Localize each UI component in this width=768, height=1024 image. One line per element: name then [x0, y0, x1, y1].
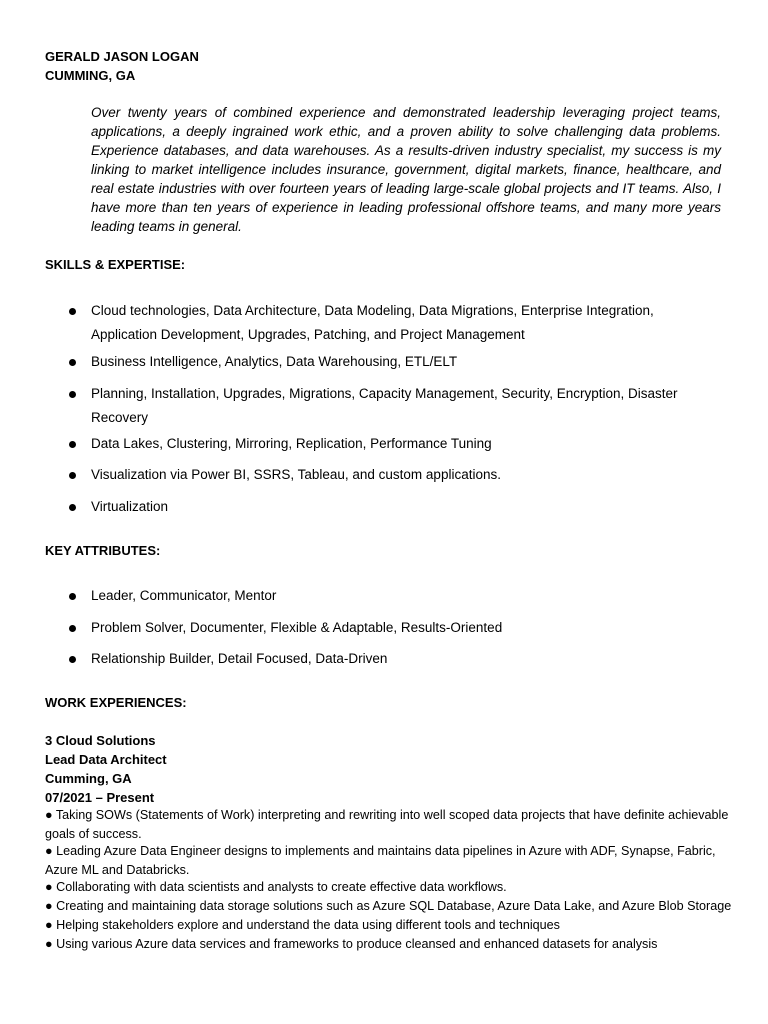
bullet-icon [69, 504, 76, 511]
bullet-icon [69, 441, 76, 448]
bullet-icon [69, 391, 76, 398]
attribute-text: Problem Solver, Documenter, Flexible & Adaptable, Results-Oriented [91, 620, 503, 635]
skill-text: Cloud technologies, Data Architecture, Data Modeling, Data Migrations, Enterprise Integration, Application Development, Upgrades, Patching, and Project Management [91, 303, 654, 342]
bullet-icon [69, 656, 76, 663]
skills-heading: SKILLS & EXPERTISE: [45, 257, 186, 272]
list-item [91, 382, 711, 430]
job-role: Lead Data Architect [45, 752, 167, 767]
list-item [91, 463, 711, 487]
list-item [91, 584, 711, 608]
candidate-location: CUMMING, GA [45, 68, 136, 83]
attribute-text: Leader, Communicator, Mentor [91, 588, 277, 603]
company-name: 3 Cloud Solutions [45, 733, 156, 748]
skill-text: Data Lakes, Clustering, Mirroring, Replication, Performance Tuning [91, 436, 492, 451]
list-item [91, 432, 711, 456]
bullet-icon [69, 308, 76, 315]
bullet-icon [69, 593, 76, 600]
bullet-icon [69, 625, 76, 632]
duty-item: ● Helping stakeholders explore and understand the data using different tools and techniques [45, 918, 560, 932]
summary-paragraph: Over twenty years of combined experience and demonstrated leadership leveraging project teams, applications, a deeply ingrained work ethic, and a proven ability to solve challenging data problems. Experience databases, and data warehouses. As a results-driven industry specialist, my success is my linking to market intelligence includes insurance, government, digital markets, finance, healthcare, and real estate industries with over fourteen years of leading large-scale global projects and IT teams. Also, I have more than ten years of experience in leading professional offshore teams, and many more years leading teams in general. [91, 105, 721, 234]
attributes-heading: KEY ATTRIBUTES: [45, 543, 161, 558]
skill-text: Virtualization [91, 499, 169, 514]
duty-item: ● Creating and maintaining data storage solutions such as Azure SQL Database, Azure Data Lake, and Azure Blob Storage [45, 899, 732, 913]
work-heading: WORK EXPERIENCES: [45, 695, 187, 710]
duty-item: ● Using various Azure data services and frameworks to produce cleansed and enhanced datasets for analysis [45, 937, 658, 951]
list-item [91, 616, 711, 640]
candidate-name: GERALD JASON LOGAN [45, 49, 199, 64]
attribute-text: Relationship Builder, Detail Focused, Data-Driven [91, 651, 388, 666]
duty-item: ● Collaborating with data scientists and analysts to create effective data workflows. [45, 880, 507, 894]
bullet-icon [69, 472, 76, 479]
job-dates: 07/2021 – Present [45, 790, 155, 805]
skill-text: Visualization via Power BI, SSRS, Tableau, and custom applications. [91, 467, 501, 482]
job-location: Cumming, GA [45, 771, 132, 786]
list-item [91, 350, 711, 374]
skill-text: Planning, Installation, Upgrades, Migrations, Capacity Management, Security, Encryption, Disaster Recovery [91, 386, 678, 425]
duty-item: ● Leading Azure Data Engineer designs to implements and maintains data pipelines in Azure with ADF, Synapse, Fabric, Azure ML and Databricks. [45, 844, 716, 877]
list-item [91, 495, 711, 519]
list-item [91, 299, 711, 347]
skill-text: Business Intelligence, Analytics, Data Warehousing, ETL/ELT [91, 354, 458, 369]
list-item [91, 647, 711, 671]
bullet-icon [69, 359, 76, 366]
duty-item: ● Taking SOWs (Statements of Work) interpreting and rewriting into well scoped data projects that have definite achievable goals of success. [45, 808, 729, 841]
